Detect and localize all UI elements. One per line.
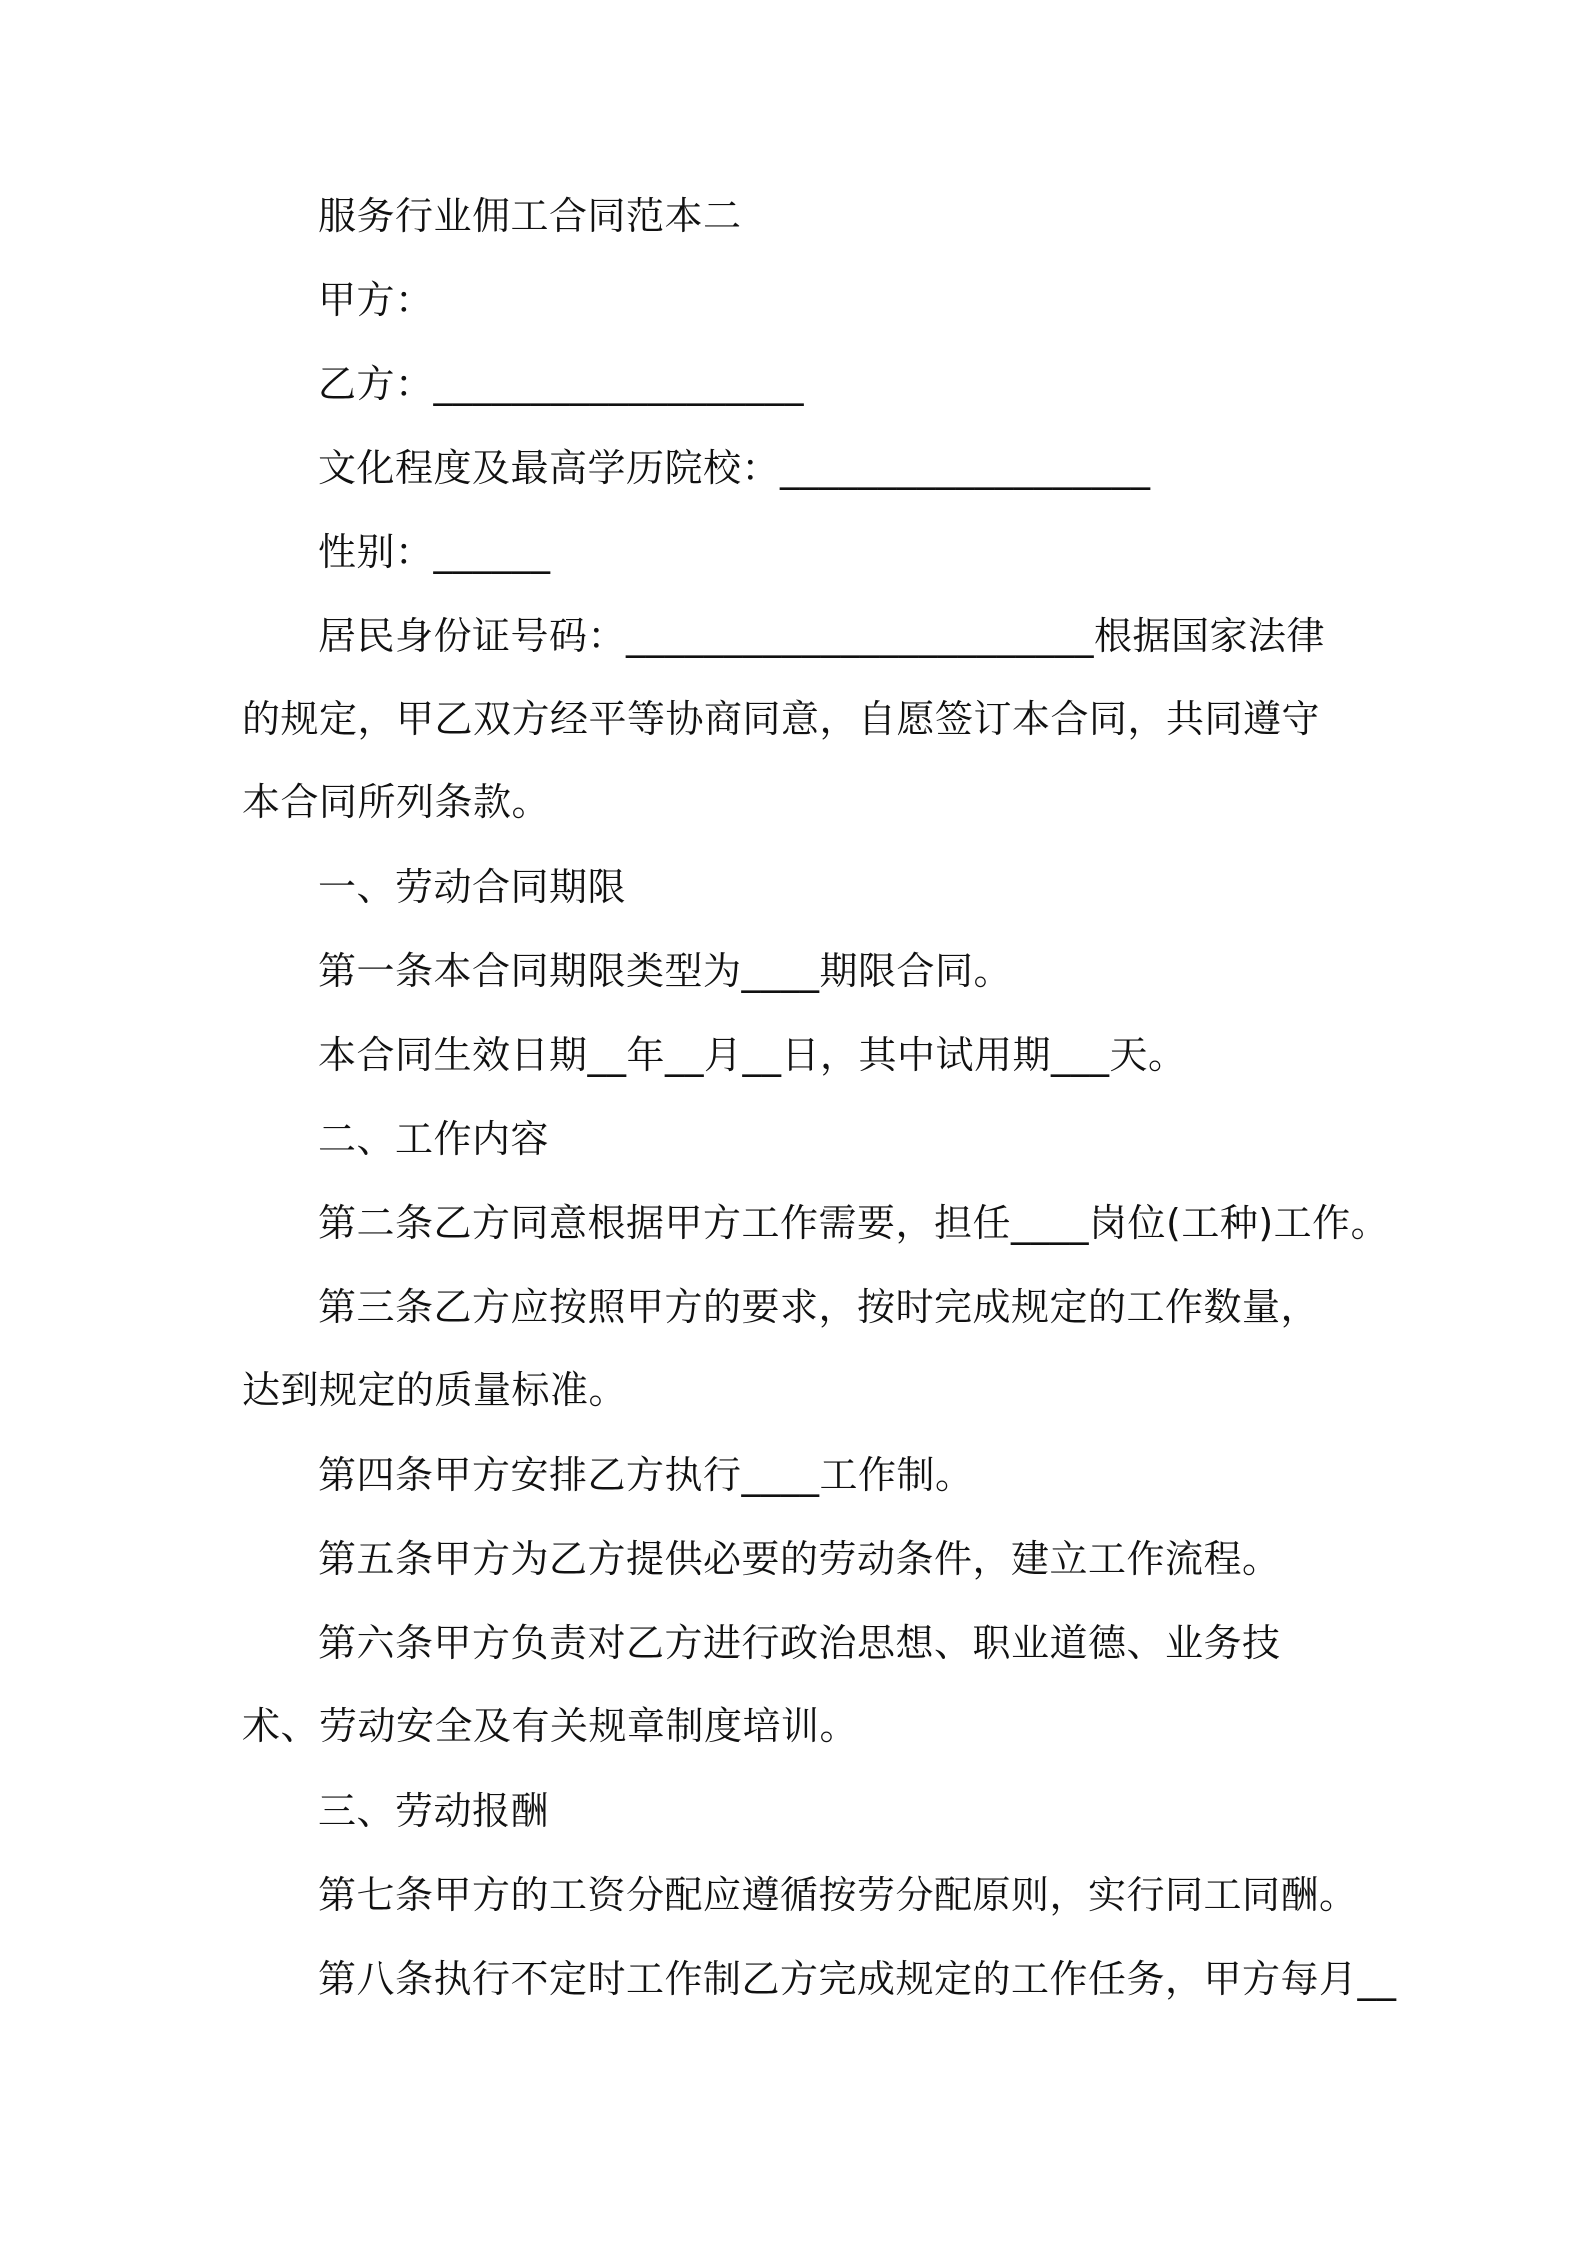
section-heading-term: 一、劳动合同期限: [318, 865, 627, 909]
education-line: 文化程度及最高学历院校：___________________: [318, 446, 1151, 490]
id-number-paragraph: 居民身份证号码：________________________根据国家法律的规定，甲乙双方经平等协商同意，自愿签订本合同，共同遵守本合同所列条款。: [242, 614, 1326, 824]
document-title: 服务行业佣工合同范本二: [318, 194, 742, 238]
article-4: 第四条甲方安排乙方执行____工作制。: [318, 1453, 974, 1497]
section-heading-pay: 三、劳动报酬: [318, 1789, 550, 1833]
article-3: 第三条乙方应按照甲方的要求，按时完成规定的工作数量，达到规定的质量标准。: [242, 1285, 1320, 1412]
article-8: 第八条执行不定时工作制乙方完成规定的工作任务，甲方每月__: [318, 1957, 1397, 2001]
article-1: 第一条本合同期限类型为____期限合同。: [318, 949, 1013, 993]
article-5: 第五条甲方为乙方提供必要的劳动条件，建立工作流程。: [318, 1537, 1281, 1581]
article-7: 第七条甲方的工资分配应遵循按劳分配原则，实行同工同酬。: [318, 1873, 1358, 1917]
party-a-line: 甲方：: [318, 278, 434, 322]
gender-line: 性别：______: [318, 530, 551, 574]
party-b-line: 乙方：___________________: [318, 362, 805, 406]
document-body: [242, 194, 1397, 2043]
effective-date-line: 本合同生效日期__年__月__日，其中试用期___天。: [318, 1033, 1187, 1077]
article-2: 第二条乙方同意根据甲方工作需要，担任____岗位(工种)工作。: [318, 1201, 1390, 1245]
article-6: 第六条甲方负责对乙方进行政治思想、职业道德、业务技术、劳动安全及有关规章制度培训。: [242, 1621, 1281, 1748]
section-heading-work: 二、工作内容: [318, 1117, 550, 1161]
